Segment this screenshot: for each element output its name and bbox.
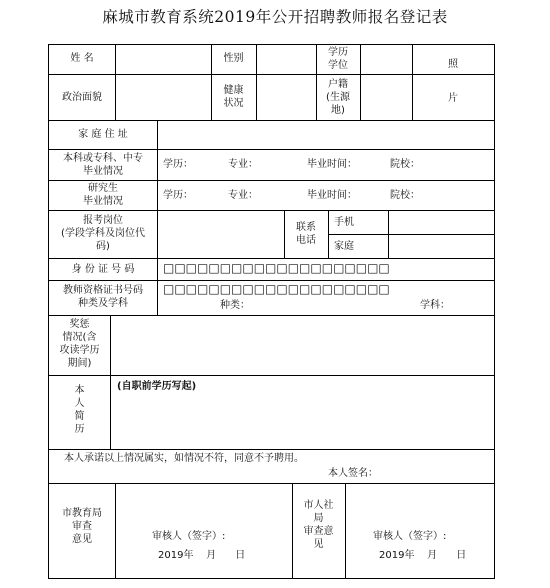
hukou-label: 户籍 (生源 地) bbox=[326, 79, 350, 116]
grad-degree-label: 学历： bbox=[163, 190, 193, 201]
photo-label-1: 照 bbox=[448, 59, 458, 70]
position-label: 报考岗位 (学段学科及岗位代 码) bbox=[61, 215, 145, 252]
cert-subject-label: 学科： bbox=[420, 300, 450, 311]
undergrad-gradtime-label: 毕业时间： bbox=[307, 159, 357, 170]
teacher-cert-boxes[interactable]: □□□□□□□□□□□□□□□□□□□□ bbox=[163, 282, 390, 296]
hr-review-date: 2019年 月 日 bbox=[379, 550, 467, 561]
hr-bureau-label: 市人社 局 审查意 见 bbox=[303, 500, 334, 550]
name-label: 姓 名 bbox=[70, 53, 94, 64]
undergrad-degree-label: 学历： bbox=[163, 159, 193, 170]
id-number-boxes[interactable]: □□□□□□□□□□□□□□□□□□□□ bbox=[163, 261, 390, 275]
undergrad-major-label: 专业： bbox=[228, 159, 258, 170]
contact-label: 联系 电话 bbox=[296, 222, 316, 246]
grad-label: 研究生 毕业情况 bbox=[83, 183, 123, 207]
undergrad-label: 本科或专科、中专 毕业情况 bbox=[63, 153, 143, 177]
edu-review-date: 2019年 月 日 bbox=[158, 550, 246, 561]
political-status-label: 政治面貌 bbox=[62, 92, 102, 103]
signature-label: 本人签名： bbox=[328, 468, 378, 479]
undergrad-school-label: 院校： bbox=[390, 159, 420, 170]
awards-label: 奖惩 情况(含 攻读学历 期间) bbox=[59, 319, 100, 369]
health-label: 健康 状况 bbox=[223, 85, 244, 109]
edu-bureau-label: 市教育局 审查 意见 bbox=[62, 508, 102, 545]
grad-major-label: 专业： bbox=[228, 190, 258, 201]
resume-note: (自职前学历写起) bbox=[117, 381, 197, 392]
gender-label: 性别 bbox=[223, 53, 244, 64]
hr-reviewer-label: 审核人（签字）: bbox=[373, 531, 447, 542]
grad-gradtime-label: 毕业时间： bbox=[307, 190, 357, 201]
photo-label-2: 片 bbox=[448, 93, 458, 104]
form-title: 麻城市教育系统2019年公开招聘教师报名登记表 bbox=[102, 8, 448, 26]
teacher-cert-label: 教师资格证书号码 种类及学科 bbox=[63, 285, 143, 309]
id-number-label: 身 份 证 号 码 bbox=[71, 264, 135, 275]
degree-label: 学历 学位 bbox=[328, 47, 348, 71]
home-phone-label: 家庭 bbox=[334, 241, 354, 252]
mobile-label: 手机 bbox=[334, 217, 354, 228]
cert-kind-label: 种类： bbox=[220, 300, 250, 311]
edu-reviewer-label: 审核人（签字）: bbox=[152, 531, 226, 542]
address-label: 家 庭 住 址 bbox=[78, 129, 128, 140]
promise-text: 本人承诺以上情况属实，如情况不符，同意不予聘用。 bbox=[64, 453, 304, 464]
grad-school-label: 院校： bbox=[390, 190, 420, 201]
resume-label: 本 人 简 历 bbox=[74, 385, 85, 435]
